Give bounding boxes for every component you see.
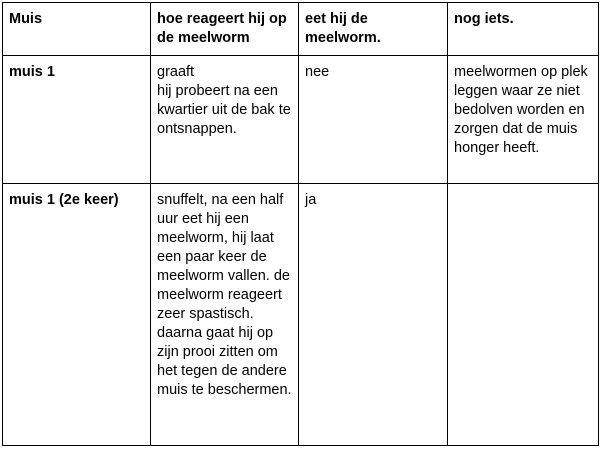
cell-nog-iets — [448, 184, 599, 446]
cell-reactie — [151, 56, 299, 184]
header-nog-iets: nog iets. — [448, 3, 599, 56]
table-header-row — [3, 3, 599, 56]
cell-reactie: snuffelt, na een half uur eet hij een meelworm, hij laat een paar keer de meelworm vallen. de meelworm reageert zeer spastisch. daarna gaat hij op zijn prooi zitten om het tegen de andere muis te beschermen. — [151, 184, 299, 446]
cell-eet: nee — [299, 56, 448, 184]
header-muis: Muis — [3, 3, 151, 56]
cell-reactie-line: graaft — [157, 64, 195, 80]
header-eet: eet hij de meelworm. — [299, 3, 448, 56]
cell-nog-iets: meelwormen op plek leggen waar ze niet bedolven worden en zorgen dat de muis honger heeft. — [448, 56, 599, 184]
header-reactie: hoe reageert hij op de meelworm — [151, 3, 299, 56]
table-row — [3, 184, 599, 446]
cell-muis: muis 1 (2e keer) — [3, 184, 151, 446]
cell-eet: ja — [299, 184, 448, 446]
observation-table — [2, 2, 599, 446]
cell-reactie-line: hij probeert na een kwartier uit de bak te ontsnappen. — [157, 83, 291, 137]
cell-muis: muis 1 — [3, 56, 151, 184]
table-row — [3, 56, 599, 184]
